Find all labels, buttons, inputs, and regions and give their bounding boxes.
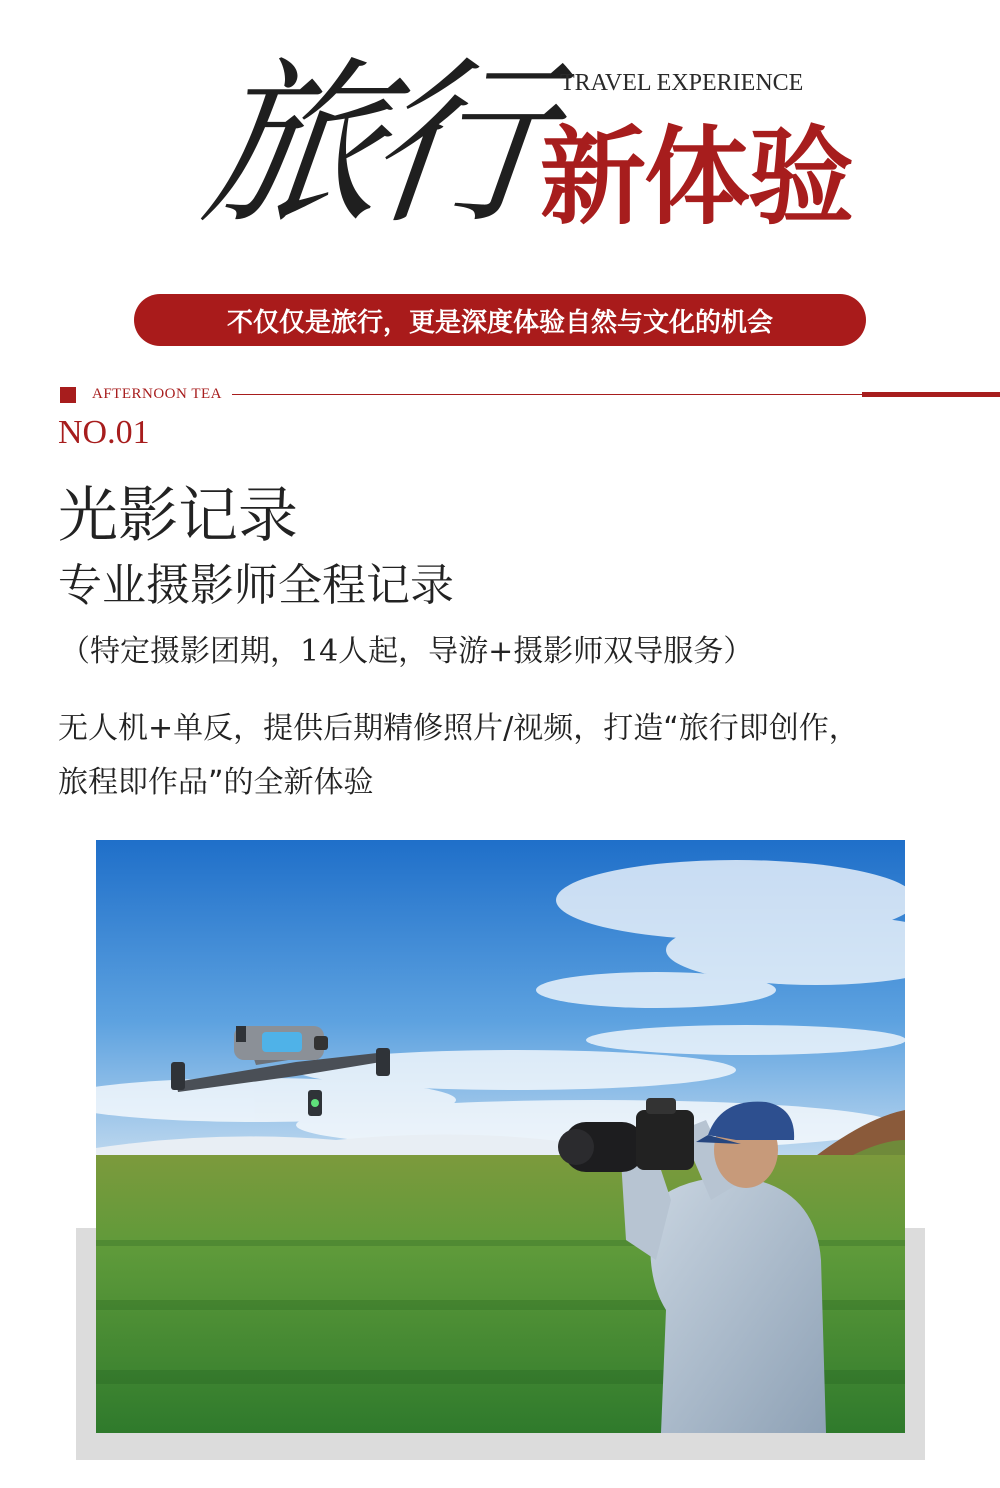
body-line-2: 旅程即作品”的全新体验 bbox=[58, 765, 374, 800]
title-red: 新体验 bbox=[540, 114, 852, 239]
section-number: NO.01 bbox=[58, 414, 150, 451]
section-body bbox=[58, 702, 948, 810]
section-divider-thick bbox=[862, 392, 1000, 397]
body-line-1: 无人机+单反，提供后期精修照片/视频，打造“旅行即创作， bbox=[58, 711, 859, 746]
photo-drone-photographer bbox=[96, 840, 905, 1433]
section-note: （特定摄影团期，14人起，导游+摄影师双导服务） bbox=[60, 634, 754, 669]
section-subtitle: 专业摄影师全程记录 bbox=[58, 560, 454, 611]
section-title: 光影记录 bbox=[58, 481, 298, 551]
section-square-marker bbox=[60, 387, 76, 403]
section-label: AFTERNOON TEA bbox=[92, 386, 222, 402]
section-divider-thin bbox=[232, 394, 862, 395]
slogan-banner: 不仅仅是旅行，更是深度体验自然与文化的机会 bbox=[134, 294, 866, 346]
brush-title: 旅行 bbox=[194, 41, 544, 248]
title-english: TRAVEL EXPERIENCE bbox=[560, 70, 804, 96]
